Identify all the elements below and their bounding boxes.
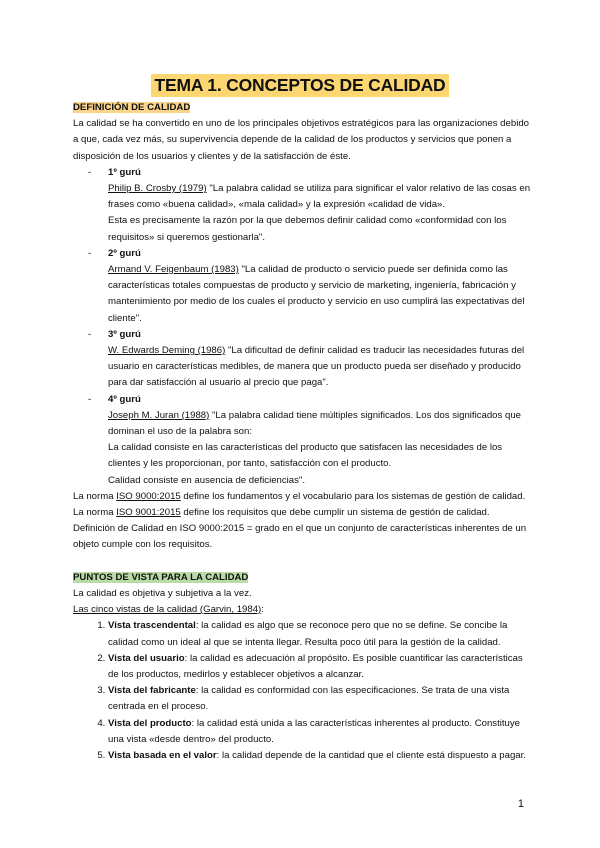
- section-heading-definicion-text: DEFINICIÓN DE CALIDAD: [73, 102, 191, 113]
- guru-3-heading: - 3º gurú: [88, 328, 141, 340]
- vista-4-text: : la calidad está unida a las características inherentes al producto. Constituye una vista «desde dentro» del producto.: [108, 717, 521, 745]
- guru-3-label: 3º gurú: [108, 328, 141, 340]
- vista-2-name: Vista del usuario: [108, 652, 185, 664]
- norma-1-post: define los fundamentos y el vocabulario para los sistemas de gestión de calidad.: [180, 490, 526, 502]
- guru-1-label: 1º gurú: [108, 166, 141, 178]
- vistas-subheading-text: Las cinco vistas de la calidad (Garvin, 1984): [73, 604, 262, 616]
- vistas-list: [73, 618, 533, 764]
- guru-2-body: [73, 262, 533, 327]
- iso-9001-link: ISO 9001:2015: [116, 507, 181, 519]
- guru-4-label: 4º gurú: [108, 393, 141, 405]
- guru-2-label: 2º gurú: [108, 247, 141, 259]
- vistas-subheading-colon: :: [261, 604, 264, 616]
- iso-9000-link: ISO 9000:2015: [116, 490, 181, 502]
- intro-paragraph: La calidad se ha convertido en uno de los principales objetivos estratégicos para las organizaciones debido a que, cada vez más, su supervivencia depende de la calidad de los productos y servicios que ponen a disposición de los usuarios y clientes y de la satisfacción de éste.: [73, 118, 529, 162]
- vista-5-name: Vista basada en el valor: [108, 749, 217, 761]
- section-gap: [73, 554, 533, 570]
- norma-2-pre: La norma: [73, 507, 117, 519]
- document-body: [73, 100, 533, 764]
- vista-item-2: [108, 651, 533, 683]
- page-title: TEMA 1. CONCEPTOS DE CALIDAD: [151, 74, 450, 97]
- guru-2: [73, 246, 533, 327]
- section-heading-puntos-text: PUNTOS DE VISTA PARA LA CALIDAD: [73, 571, 249, 583]
- guru-1-author: Philip B. Crosby (1979): [108, 183, 207, 195]
- vista-3-name: Vista del fabricante: [108, 685, 196, 697]
- vista-3-text: : la calidad es conformidad con las especificaciones. Se trata de una vista centrada en el proceso.: [108, 685, 510, 713]
- vista-2-text: : la calidad es adecuación al propósito. Es posible cuantificar las características de los productos, medirlos y establecer objetivos a alcanzar.: [108, 652, 523, 680]
- guru-4-quote-2: La calidad consiste en las características del producto que satisfacen las necesidades de los clientes y les proporcionan, por tanto, satisfacción con el producto.: [108, 442, 503, 470]
- norma-iso-9000: [73, 489, 533, 505]
- norma-iso-9001: [73, 505, 533, 521]
- page-number: 1: [517, 798, 524, 810]
- guru-1: [73, 165, 533, 246]
- guru-4-heading: - 4º gurú: [88, 393, 141, 405]
- vista-1-name: Vista trascendental: [108, 620, 196, 632]
- guru-2-author: Armand V. Feigenbaum (1983): [108, 264, 239, 276]
- guru-2-heading: - 2º gurú: [88, 247, 141, 259]
- guru-4-quote: "La palabra calidad tiene múltiples significados. Los dos significados que dominan el uso de la palabra son:: [108, 409, 521, 438]
- guru-1-quote: "La palabra calidad se utiliza para significar el valor relativo de las cosas en frases como «buena calidad», «mala calidad» y la expresión «calidad de vida».: [108, 183, 531, 211]
- norma-2-post: define los requisitos que debe cumplir un sistema de gestión de calidad.: [180, 507, 490, 519]
- guru-3-author: W. Edwards Deming (1986): [108, 345, 226, 357]
- section-heading-definicion: [73, 100, 533, 116]
- guru-1-quote-2: Esta es precisamente la razón por la que debemos definir calidad como «conformidad con los requisitos» si queremos gestionarla".: [108, 215, 507, 243]
- vista-item-1: [108, 618, 533, 650]
- guru-4-quote-3: Calidad consiste en ausencia de deficiencias".: [108, 474, 305, 486]
- guru-1-heading: - 1º gurú: [88, 166, 141, 178]
- vista-item-5: [108, 748, 533, 764]
- guru-4-body: [73, 408, 533, 489]
- vista-item-4: [108, 716, 533, 748]
- guru-4-author: Joseph M. Juran (1988): [108, 409, 210, 421]
- puntos-intro: La calidad es objetiva y subjetiva a la vez.: [73, 587, 252, 599]
- vistas-subheading: [73, 602, 533, 618]
- guru-3-quote: "La dificultad de definir calidad es traducir las necesidades futuras del usuario en características medibles, de manera que un producto pueda ser diseñado y producido para dar satisfacción al usuario al precio que paga".: [108, 345, 525, 389]
- title-wrap: [0, 74, 600, 97]
- vista-item-3: [108, 683, 533, 715]
- vista-1-text: : la calidad es algo que se reconoce pero que no se define. Se concibe la calidad como un ideal al que se intenta llegar. Resulta poco útil para la gestión de la calidad.: [108, 620, 508, 648]
- guru-2-quote: "La calidad de producto o servicio puede ser definida como las características totales compuestas de producto y servicio de marketing, ingeniería, fabricación y mantenimiento por medio de los cuales el producto y servicio en uso cumplirá las expectativas del cliente".: [108, 264, 525, 324]
- definicion-iso: Definición de Calidad en ISO 9000:2015 = grado en el que un conjunto de características inherentes de un objeto cumple con los requisitos.: [73, 523, 527, 551]
- guru-1-body: [73, 181, 533, 246]
- guru-3: [73, 327, 533, 392]
- vista-4-name: Vista del producto: [108, 717, 192, 729]
- guru-4: [73, 392, 533, 489]
- norma-1-pre: La norma: [73, 490, 117, 502]
- vista-5-text: : la calidad depende de la cantidad que el cliente está dispuesto a pagar.: [216, 749, 526, 761]
- section-heading-puntos: [73, 570, 533, 586]
- guru-3-body: [73, 343, 533, 392]
